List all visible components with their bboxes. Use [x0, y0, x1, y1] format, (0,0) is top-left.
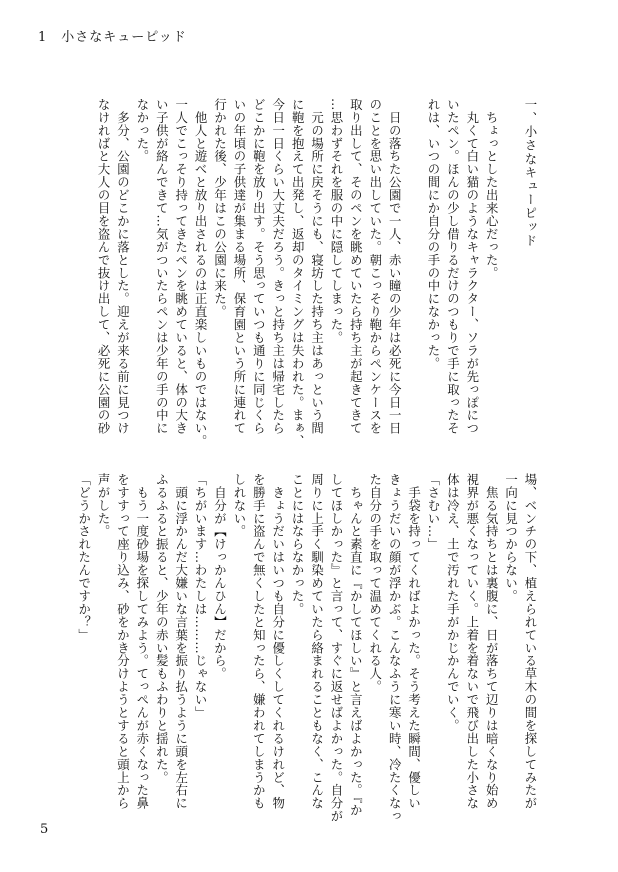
text-line: 丸くて白い猫のようなキャラクター、ソラが先っぽにつ — [464, 98, 480, 435]
text-line: 「ちがいます…わたしは………じゃない」 — [193, 473, 209, 720]
text-line: に鞄を抱えて出発し、返却のタイミングは失われた。まぁ、 — [290, 98, 306, 448]
text-line: 他人と遊べと放り出されるのは正直楽しいものではない。 — [193, 98, 209, 448]
text-line: もう一度砂場を探してみよう。てっぺんが赤くなった鼻 — [134, 473, 150, 810]
text-line: しれない。 — [231, 473, 247, 538]
text-line: 一人でこっそり持ってきたペンを眺めていると、体の大き — [173, 98, 189, 435]
text-line: 焦る気持ちとは裏腹に、日が落ちて辺りは暗くなり始め — [484, 473, 500, 810]
text-line: 今日一日くらい大丈夫だろう。きっと持ち主は帰宅したら — [270, 98, 286, 435]
text-line: 多分、公園のどこかに落とした。迎えが来る前に見つけ — [115, 98, 131, 435]
text-line: 頭に浮かんだ大嫌いな言葉を振り払うように頭を左右に — [173, 473, 189, 810]
text-line: きょうだいの顔が浮かぶ。こんなふうに寒い時、冷たくなっ — [387, 473, 403, 823]
text-line: 手袋を持ってくればよかった。そう考えた瞬間、優しい — [406, 473, 422, 810]
text-line: ちゃんと素直に『かしてほしい』と言えばよかった。『か — [348, 473, 364, 817]
upper-text-block — [94, 98, 540, 448]
paragraph-gap — [404, 98, 423, 436]
text-line: 元の場所に戻そうにも、寝坊した持ち主はあっという間 — [309, 98, 325, 435]
text-line: 声がした。 — [96, 473, 112, 538]
text-line: いたペン。ほんの少し借りるだけのつもりで手に取ったそ — [445, 98, 461, 435]
text-line: きょうだいはいつも自分に優しくしてくれるけれど、物 — [270, 473, 286, 810]
text-line: 「さむい…」 — [425, 473, 441, 551]
text-line: 「どうかされたんですか？」 — [76, 473, 92, 642]
text-line: ちょっとした出来心だった。 — [484, 98, 500, 280]
text-line: た自分の手を取って温めてくれる人。 — [367, 473, 383, 694]
text-line: 自分が【けっかんひん】だから。 — [212, 473, 228, 681]
text-line: れは、いつの間にか自分の手の中になかった。 — [425, 98, 441, 370]
text-line: なければと大人の目を盗んで抜け出して、必死に公園の砂 — [96, 98, 112, 435]
text-line: い子供が絡んできて…気がついたらペンは少年の手の中に — [154, 98, 170, 435]
page-number: 5 — [40, 822, 49, 837]
text-line: 一向に見つからない。 — [503, 473, 519, 603]
running-header: 1 小さなキューピッド — [38, 30, 187, 45]
text-line: ことにはならなかった。 — [290, 473, 306, 616]
text-line: 体は冷え、土で汚れた手がかじかんでいく。 — [445, 473, 461, 732]
text-line: 日の落ちた公園で一人、赤い瞳の少年は必死に今日一日 — [387, 98, 403, 435]
chapter-title: 一、小さなキューピッド — [523, 98, 538, 248]
text-line: ふるふると振ると、少年の赤い髪もふわりと揺れた。 — [154, 473, 170, 784]
text-line: いの年頃の子供達が集まる場所、保育園という所に連れて — [231, 98, 247, 435]
text-line: なかった。 — [134, 98, 150, 163]
text-line: 場、ベンチの下、植えられている草木の間を探してみたが — [523, 473, 538, 810]
text-line: のことを思い出していた。朝こっそり鞄からペンケースを — [367, 98, 383, 435]
spacer — [501, 98, 520, 436]
text-line: どこかに鞄を放り出す。そう思っていつも通りに同じくら — [251, 98, 267, 435]
text-line: してほしかった』と言って、すぐに返せばよかった。自分が — [328, 473, 344, 823]
text-line: 周りに上手く馴染めていたら絡まれることもなく、こんな — [309, 473, 325, 810]
text-line: 行かれた後、少年はこの公園に来た。 — [212, 98, 228, 319]
text-line: …思わずそれを服の中に隠してしまった。 — [328, 98, 344, 345]
text-line: を勝手に盗んで無くしたと知ったら、嫌われてしまうかも — [251, 473, 267, 810]
text-line: 取り出して、そのペンを眺めていたら持ち主が起きてきて — [348, 98, 364, 435]
text-line: をすすって座り込み、砂をかき分けようとすると頭上から — [115, 473, 131, 810]
text-line: 視界が悪くなっていく。上着を着ないで飛び出した小さな — [464, 473, 480, 810]
lower-text-block — [74, 473, 540, 823]
